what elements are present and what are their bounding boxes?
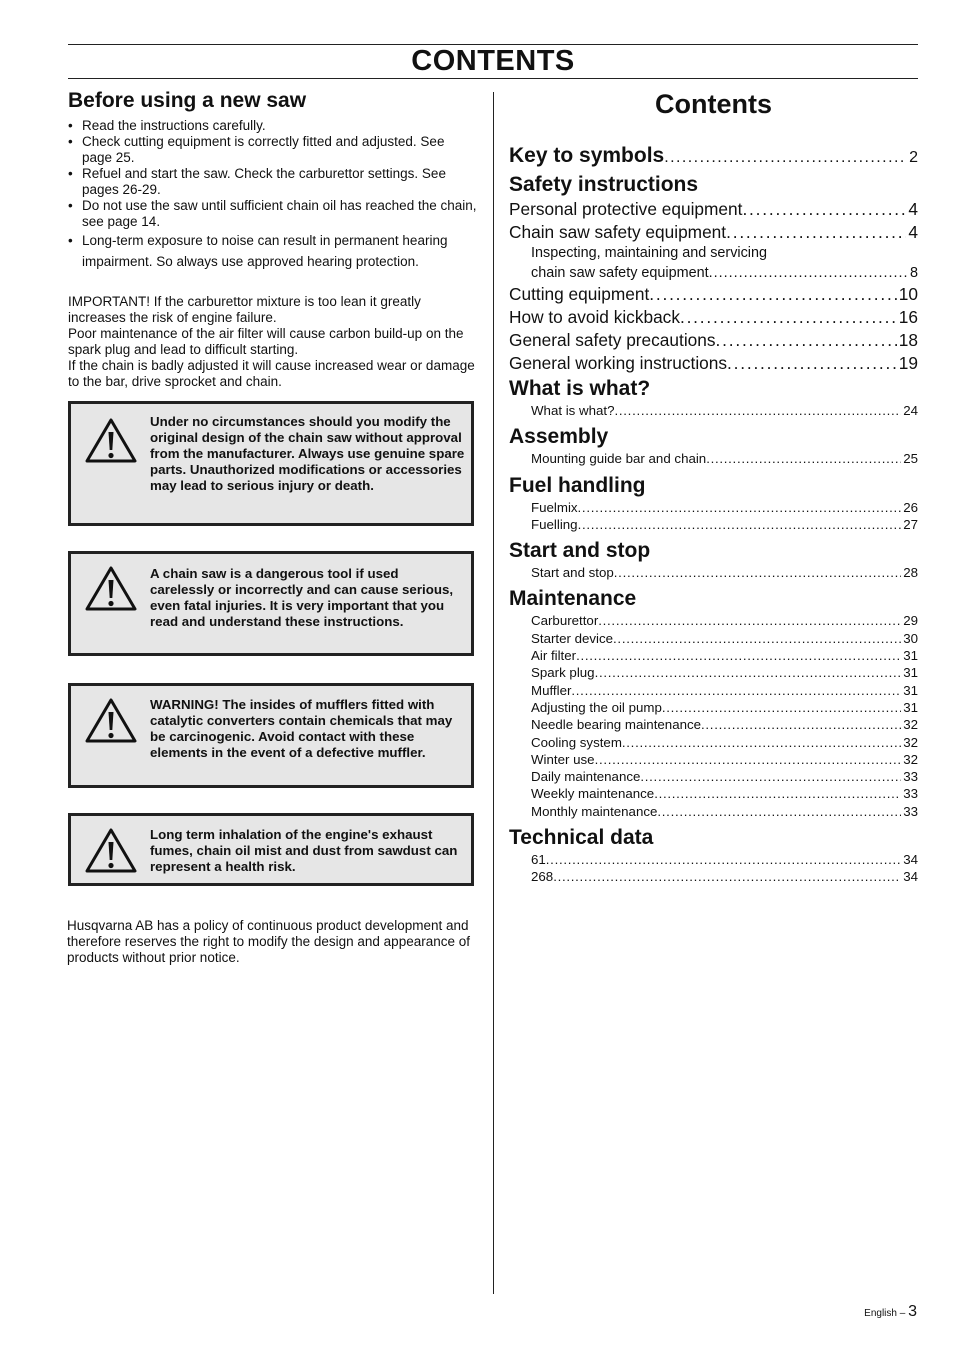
toc-entry[interactable]: Daily maintenance . . . 33 [509, 768, 918, 785]
warning-text: Under no circumstances should you modify the original design of the chain saw without approval from the manufacturer. Always use genuine spare parts. Unauthorized modifications or accessories may lead to serious injury or death. [150, 414, 465, 493]
note-paragraph: If the chain is badly adjusted it will cause increased wear or damage to the bar, drive sprocket and chain. [68, 358, 475, 389]
warning-triangle-icon [85, 417, 137, 463]
toc-entry[interactable]: Fuelling . . . 27 [509, 516, 918, 533]
warning-text: A chain saw is a dangerous tool if used carelessly or incorrectly and can cause serious, even fatal injuries. It is very important that you read and understand these instructions. [150, 566, 454, 629]
toc-entry-title: Key to symbols [509, 144, 665, 167]
warning-box [68, 813, 474, 886]
note-paragraph: Poor maintenance of the air filter will cause carbon build-up on the spark plug and lead to difficult starting. [68, 326, 464, 357]
warning-box [68, 401, 474, 526]
toc-entry[interactable]: Adjusting the oil pump . . . 31 [509, 699, 918, 716]
warning-triangle-icon [85, 827, 137, 873]
toc-entry[interactable]: Cutting equipment . . . 10 [509, 283, 918, 306]
bullet-list [68, 118, 478, 272]
section-heading: Before using a new saw [68, 89, 307, 112]
toc-entry[interactable]: Weekly maintenance . . . 33 [509, 785, 918, 802]
before-using-section [68, 88, 478, 390]
toc-entry[interactable]: Needle bearing maintenance . . . 32 [509, 716, 918, 733]
toc-entry[interactable]: Chain saw safety equipment . . . 4 [509, 221, 918, 244]
toc-subentry[interactable]: Inspecting, maintaining and servicing chain saw safety equipment . . . 8 [509, 244, 918, 283]
toc-entry-page: 2 [909, 149, 918, 166]
toc-entry[interactable]: Carburettor . . . 29 [509, 612, 918, 629]
table-of-contents [509, 86, 918, 886]
warning-box [68, 551, 474, 656]
toc-section-heading: Fuel handling [509, 473, 646, 497]
toc-entry[interactable]: 61 . . . 34 [509, 851, 918, 868]
page-title: CONTENTS [411, 45, 575, 77]
toc-section-heading: Assembly [509, 425, 609, 449]
toc-entry[interactable]: Personal protective equipment . . . 4 [509, 198, 918, 221]
toc-entry[interactable]: 268 . . . 34 [509, 868, 918, 885]
toc-entry[interactable]: Muffler . . . 31 [509, 682, 918, 699]
note-paragraph: IMPORTANT! If the carburettor mixture is too lean it greatly increases the risk of engine failure. [68, 294, 421, 325]
policy-text: Husqvarna AB has a policy of continuous product development and therefore reserves the right to modify the design and appearance of products without prior notice. [67, 918, 470, 965]
warning-triangle-icon [85, 697, 137, 743]
page-number [864, 1303, 917, 1321]
toc-entry[interactable]: Fuelmix . . . 26 [509, 499, 918, 516]
toc-entry[interactable]: Starter device . . . 30 [509, 630, 918, 647]
toc-entry[interactable]: Cooling system . . . 32 [509, 734, 918, 751]
toc-entry[interactable]: Spark plug . . . 31 [509, 664, 918, 681]
toc-entry[interactable]: Monthly maintenance . . . 33 [509, 803, 918, 820]
toc-entry[interactable]: What is what? . . . 24 [509, 402, 918, 419]
column-divider [493, 92, 494, 1294]
bullet-item: • Long-term exposure to noise can result in permanent hearing impairment. So always use approved hearing protection. [68, 230, 478, 272]
toc-entry-key-to-symbols[interactable] [509, 142, 918, 171]
toc-entry[interactable]: Mounting guide bar and chain . . . 25 [509, 450, 918, 467]
toc-section-heading: What is what? [509, 377, 651, 400]
important-notes [68, 294, 478, 390]
page-number-value: 3 [908, 1303, 917, 1320]
toc-section-heading: Safety instructions [509, 173, 699, 196]
toc-entry[interactable]: How to avoid kickback . . . 16 [509, 306, 918, 329]
toc-title: Contents [655, 89, 772, 119]
toc-section-heading: Start and stop [509, 539, 651, 563]
toc-entry[interactable]: Winter use . . . 32 [509, 751, 918, 768]
toc-entry[interactable]: General working instructions . . . 19 [509, 352, 918, 375]
warning-box [68, 683, 474, 788]
bullet-item: • Read the instructions carefully. [68, 118, 478, 134]
bullet-item: • Refuel and start the saw. Check the carburettor settings. See pages 26-29. [68, 166, 478, 198]
warning-triangle-icon [85, 565, 137, 611]
bullet-item: • Check cutting equipment is correctly fitted and adjusted. See page 25. [68, 134, 478, 166]
policy-note [67, 918, 477, 966]
toc-section-heading: Technical data [509, 826, 654, 850]
warning-text: WARNING! The insides of mufflers fitted with catalytic converters contain chemicals that may be carcinogenic. Avoid contact with these elements in the event of a defective muffler. [150, 697, 453, 760]
toc-entry[interactable]: Start and stop . . . 28 [509, 564, 918, 581]
warning-text: Long term inhalation of the engine's exhaust fumes, chain oil mist and dust from sawdust can represent a health risk. [150, 827, 458, 874]
toc-entry[interactable]: General safety precautions . . . 18 [509, 329, 918, 352]
bullet-item: • Do not use the saw until sufficient chain oil has reached the chain, see page 14. [68, 198, 478, 230]
toc-section-heading: Maintenance [509, 587, 637, 611]
toc-entry[interactable]: Air filter . . . 31 [509, 647, 918, 664]
page-language: English – [864, 1308, 906, 1319]
title-rule [68, 78, 918, 79]
